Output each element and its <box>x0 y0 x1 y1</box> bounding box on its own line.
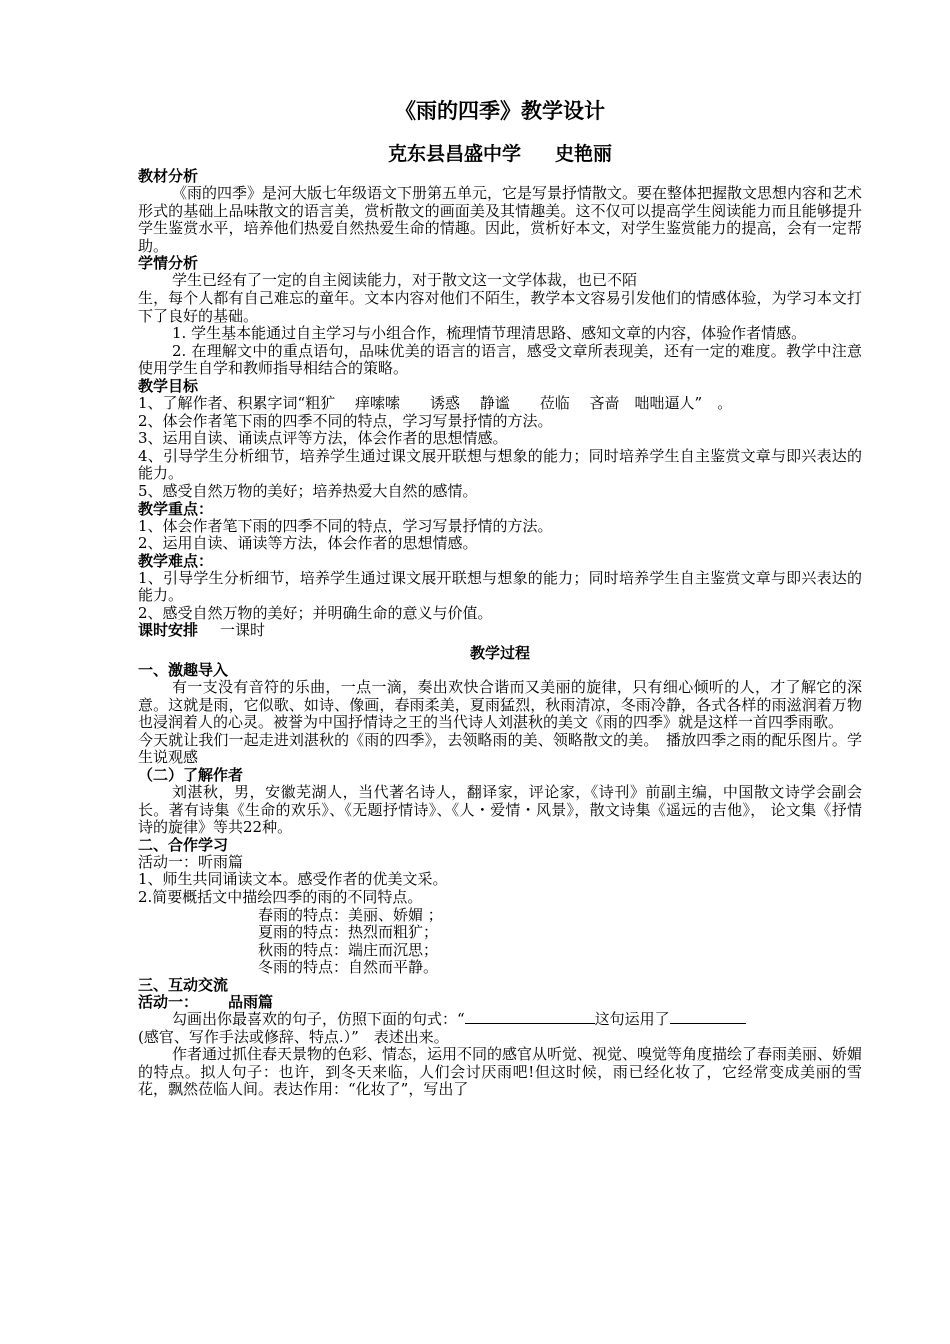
fill-blank <box>670 1011 746 1024</box>
students-line-2: 生，每个人都有自己难忘的童年。文本内容对他们不陌生，教学本文容易引发他们的情感体验，为学习本文打下了良好的基础。 <box>138 288 862 325</box>
activity-listen-rain: 活动一：听雨篇 <box>138 852 244 871</box>
document-title: 《雨的四季》教学设计 <box>395 99 605 123</box>
author-line <box>138 142 862 166</box>
prompt-part-b: 这句运用了 <box>594 1009 670 1028</box>
rain-feature-autumn: 秋雨的特点：端庄而沉思； <box>258 940 439 959</box>
cooperation-line-2: 2.简要概括文中描绘四季的雨的不同特点。 <box>138 888 423 906</box>
section-heading-goals: 教学目标 <box>138 376 199 395</box>
difficulty-item: 2、感受自然万物的美好；并明确生命的意义与价值。 <box>138 603 493 622</box>
section-heading-key-points: 教学重点： <box>138 499 214 518</box>
imitation-prompt <box>138 1011 862 1029</box>
goal-item: 3、运用自读、诵读点评等方法，体会作者的思想情感。 <box>138 429 508 448</box>
process-heading: 教学过程 <box>469 644 530 663</box>
section-heading-interaction: 三、互动交流 <box>138 975 229 994</box>
analysis-paragraph: 《雨的四季》是河大版七年级语文下册第五单元，它是写景抒情散文。要在整体把握散文思想内容和艺术形式的基础上品味散文的语言美，赏析散文的画面美及其情趣美。这不仅可以提高学生阅读能力而且能够提升学生鉴赏水平，培养他们热爱自然热爱生命的情趣。因此，赏析好本文，对学生鉴赏能力的提高，会有一定帮助。 <box>138 184 863 255</box>
rain-feature-summer: 夏雨的特点：热烈而粗犷； <box>258 923 439 942</box>
section-heading-intro: 一、激趣导入 <box>138 661 229 680</box>
section-heading-analysis: 教材分析 <box>138 167 199 185</box>
goal-item: 4、引导学生分析细节，培养学生通过课文展开联想与想象的能力；同时培养学生自主鉴赏文章与即兴表达的能力。 <box>138 446 862 483</box>
section-heading-author: （二）了解作者 <box>138 766 244 785</box>
author-school: 克东县昌盛中学 <box>387 143 521 165</box>
prompt-part-a: 勾画出你最喜欢的句子，仿照下面的句式：“ <box>172 1009 465 1028</box>
intro-paragraph: 有一支没有音符的乐曲，一点一滴，奏出欢快合谐而又美丽的旋律，只有细心倾听的人，才了解它的深意。这就是雨，它似歌、如诗、像画，春雨柔美，夏雨猛烈，秋雨清凉，冬雨冷静，各式各样的雨滋润着万物也浸润着人的心灵。被誉为中国抒情诗之王的当代诗人刘湛秋的美文《雨的四季》就是这样一首四季雨歌。 <box>138 678 862 732</box>
goal-item: 2、体会作者笔下雨的四季不同的特点，学习写景抒情的方法。 <box>138 411 553 430</box>
goal-item: 1、了解作者、积累字词“粗犷 痒嗦嗦 诱惑 静谧 莅临 吝啬 咄咄逼人” 。 <box>138 393 733 412</box>
key-point-item: 1、体会作者笔下雨的四季不同的特点，学习写景抒情的方法。 <box>138 516 553 535</box>
difficulty-item: 1、引导学生分析细节，培养学生通过课文展开联想与想象的能力；同时培养学生自主鉴赏文章与即兴表达的能力。 <box>138 568 862 605</box>
fill-blank <box>465 1011 595 1024</box>
schedule-label: 课时安排 <box>138 621 199 640</box>
students-point-1: 1. 学生基本能通过自主学习与小组合作，梳理情节理清思路、感知文章的内容，体验作者情感。 <box>172 324 807 343</box>
prompt-part-c: (感官、写作手法或修辞、特点.）” 表述出来。 <box>138 1027 449 1046</box>
activity-appreciate-rain <box>138 994 862 1011</box>
section-heading-difficulties: 教学难点： <box>138 551 214 570</box>
students-line-1: 学生已经有了一定的自主阅读能力，对于散文这一文学体裁，也已不陌 <box>172 271 638 290</box>
rain-feature-spring: 春雨的特点：美丽、娇媚 ； <box>258 905 443 924</box>
schedule-line <box>138 622 862 640</box>
document-page <box>138 96 862 1099</box>
appreciation-paragraph: 作者通过抓住春天景物的色彩、情态，运用不同的感官从听觉、视觉、嗅觉等角度描绘了春雨美丽、娇媚的特点。拟人句子：也许，到冬天来临，人们会讨厌雨吧!但这时候，雨已经化妆了，它经常变成美丽的雪花，飘然莅临人间。表达作用：“化妆了”，写出了 <box>138 1045 863 1099</box>
intro-paragraph-2: 今天就让我们一起走进刘湛秋的《雨的四季》，去领略雨的美、领略散文的美。 播放四季之雨的配乐图片。学生说观感 <box>138 730 862 767</box>
section-heading-cooperation: 二、合作学习 <box>138 835 229 854</box>
key-point-item: 2、运用自读、诵读等方法，体会作者的思想情感。 <box>138 534 478 553</box>
activity-name: 品雨篇 <box>228 992 274 1011</box>
schedule-value: 一课时 <box>220 621 266 640</box>
rain-feature-winter: 冬雨的特点：自然而平静。 <box>258 958 439 977</box>
author-name: 史艳丽 <box>555 143 613 165</box>
section-heading-students: 学情分析 <box>138 254 199 273</box>
cooperation-line-1: 1、师生共同诵读文本。感受作者的优美文采。 <box>138 870 448 889</box>
students-point-2: 2. 在理解文中的重点语句，品味优美的语言的语言，感受文章所表现美，还有一定的难度。教学中注意使用学生自学和教师指导相结合的策略。 <box>138 341 862 378</box>
goal-item: 5、感受自然万物的美好；培养热爱大自然的感情。 <box>138 481 478 500</box>
activity-label: 活动一： <box>138 992 199 1011</box>
author-bio-paragraph: 刘湛秋，男，安徽芜湖人，当代著名诗人，翻译家，评论家，《诗刊》前副主编，中国散文诗学会副会长。著有诗集《生命的欢乐》、《无题抒情诗》、《人・爱情・风景》，散文诗集《遥远的吉他》， 论文集《抒情诗的旋律》等共22种。 <box>138 783 862 837</box>
